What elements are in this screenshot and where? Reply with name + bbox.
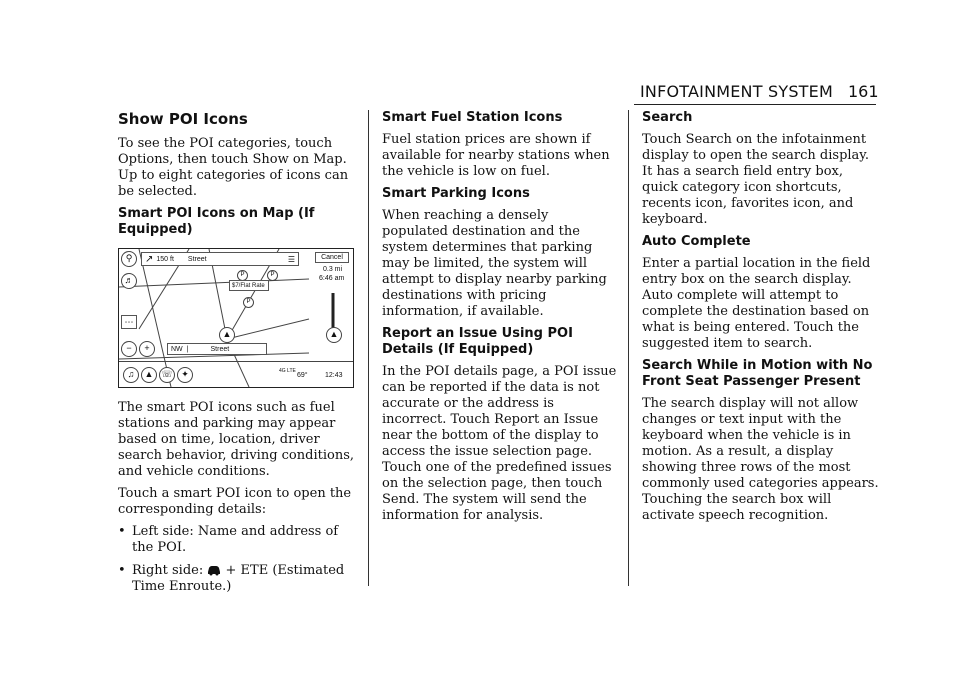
header-rule bbox=[634, 104, 876, 105]
more-options-button[interactable]: ⋯ bbox=[121, 315, 137, 329]
details-list bbox=[118, 524, 354, 595]
details-intro-paragraph: Touch a smart POI icon to open the corresponding details: bbox=[118, 486, 352, 517]
clock: 12:43 bbox=[325, 372, 343, 379]
right-side-label: Right side: bbox=[132, 563, 204, 578]
column-divider-1 bbox=[368, 110, 369, 586]
fuel-paragraph: Fuel station prices are shown if available for nearby stations when the vehicle is low on fuel. bbox=[382, 132, 610, 179]
music-icon[interactable]: ♫ bbox=[123, 367, 139, 383]
column-2 bbox=[382, 110, 618, 530]
map-illustration bbox=[118, 248, 354, 388]
auto-complete-paragraph: Enter a partial location in the field entry box on the search display. Auto complete will attempt to complete the destination based on what is being entered. Touch the suggested item to search. bbox=[642, 256, 871, 351]
phone-icon[interactable]: ☏ bbox=[159, 367, 175, 383]
right-side-ete: + ETE (Estimated Time Enroute.) bbox=[132, 563, 345, 594]
search-icon[interactable]: ⚲ bbox=[121, 251, 137, 267]
map-roads bbox=[119, 249, 353, 387]
apps-icon[interactable]: ✦ bbox=[177, 367, 193, 383]
turn-distance: 150 ft bbox=[156, 255, 174, 263]
turn-arrow-icon: ↗ bbox=[145, 253, 154, 265]
list-item-left-side: • Left side: Name and address of the POI. bbox=[118, 524, 354, 556]
running-header-title: INFOTAINMENT SYSTEM bbox=[640, 82, 833, 101]
search-motion-paragraph: The search display will not allow changes or text input with the keyboard when the vehicle is in motion. As a result, a display showing three rows of the most commonly used categories appears. Touching the search box will activate speech recognition. bbox=[642, 396, 879, 523]
parking-poi-icon-3[interactable]: P bbox=[243, 297, 254, 308]
heading-report-issue: Report an Issue Using POI Details (If Equipped) bbox=[382, 326, 573, 357]
list-icon[interactable]: ☰ bbox=[287, 254, 295, 264]
vehicle-icon bbox=[207, 564, 221, 576]
parking-paragraph: When reaching a densely populated destination and the system determines that parking may be limited, the system will attempt to display nearby parking destinations with pricing information, if available. bbox=[382, 208, 607, 319]
column-3 bbox=[642, 110, 882, 530]
current-street: Street bbox=[210, 345, 230, 353]
heading-search-motion: Search While in Motion with No Front Seat Passenger Present bbox=[642, 358, 873, 389]
compass-icon[interactable]: ▲ bbox=[326, 327, 342, 343]
heading-smart-parking: Smart Parking Icons bbox=[382, 186, 530, 201]
navigation-icon[interactable]: ▲ bbox=[141, 367, 157, 383]
heading-auto-complete: Auto Complete bbox=[642, 234, 751, 249]
search-paragraph: Touch Search on the infotainment display to open the search display. It has a search field entry box, quick category icon shortcuts, recents icon, favorites icon, and keyboard. bbox=[642, 132, 870, 227]
cancel-button[interactable]: Cancel bbox=[315, 252, 349, 263]
heading-show-poi-icons: Show POI Icons bbox=[118, 110, 248, 128]
column-divider-2 bbox=[628, 110, 629, 586]
status-divider bbox=[119, 361, 353, 362]
intro-paragraph: To see the POI categories, touch Options, then touch Show on Map. Up to eight categories of icons can be selected. bbox=[118, 136, 349, 199]
page-number: 161 bbox=[848, 82, 879, 101]
zoom-out-icon[interactable]: − bbox=[121, 341, 137, 357]
heading-search: Search bbox=[642, 110, 693, 125]
heading-smart-fuel: Smart Fuel Station Icons bbox=[382, 110, 563, 125]
report-paragraph: In the POI details page, a POI issue can be reported if the data is not accurate or the address is incorrect. Touch Report an Issue near the bottom of the display to access the issue selection page. Touch one of the predefined issues on the selection page, then touch Send. The system will send the information for analysis. bbox=[382, 364, 617, 523]
rate-callout[interactable]: $7/Flat Rate bbox=[229, 280, 269, 291]
parking-poi-icon[interactable]: P bbox=[237, 270, 248, 281]
turn-banner bbox=[141, 252, 299, 266]
heading-direction: NW bbox=[171, 345, 183, 353]
network-indicator: 4G LTE bbox=[279, 368, 296, 374]
column-1 bbox=[118, 110, 354, 602]
zoom-in-icon[interactable]: + bbox=[139, 341, 155, 357]
list-item-right-side bbox=[118, 563, 354, 595]
eta-time: 6:46 am bbox=[319, 275, 345, 282]
parking-poi-icon-2[interactable]: P bbox=[267, 270, 278, 281]
poi-description-paragraph: The smart POI icons such as fuel stations and parking may appear based on time, location, driver search behavior, driving conditions, and vehicle conditions. bbox=[118, 400, 354, 479]
turn-street: Street bbox=[187, 255, 207, 263]
subheading-smart-poi: Smart POI Icons on Map (If Equipped) bbox=[118, 206, 315, 237]
vehicle-position-icon: ▲ bbox=[219, 327, 235, 343]
eta-distance: 0.3 mi bbox=[323, 266, 343, 273]
volume-icon[interactable]: ♬ bbox=[121, 273, 137, 289]
temperature: 69° bbox=[297, 372, 308, 379]
heading-street-bar: NW | Street bbox=[167, 343, 267, 355]
